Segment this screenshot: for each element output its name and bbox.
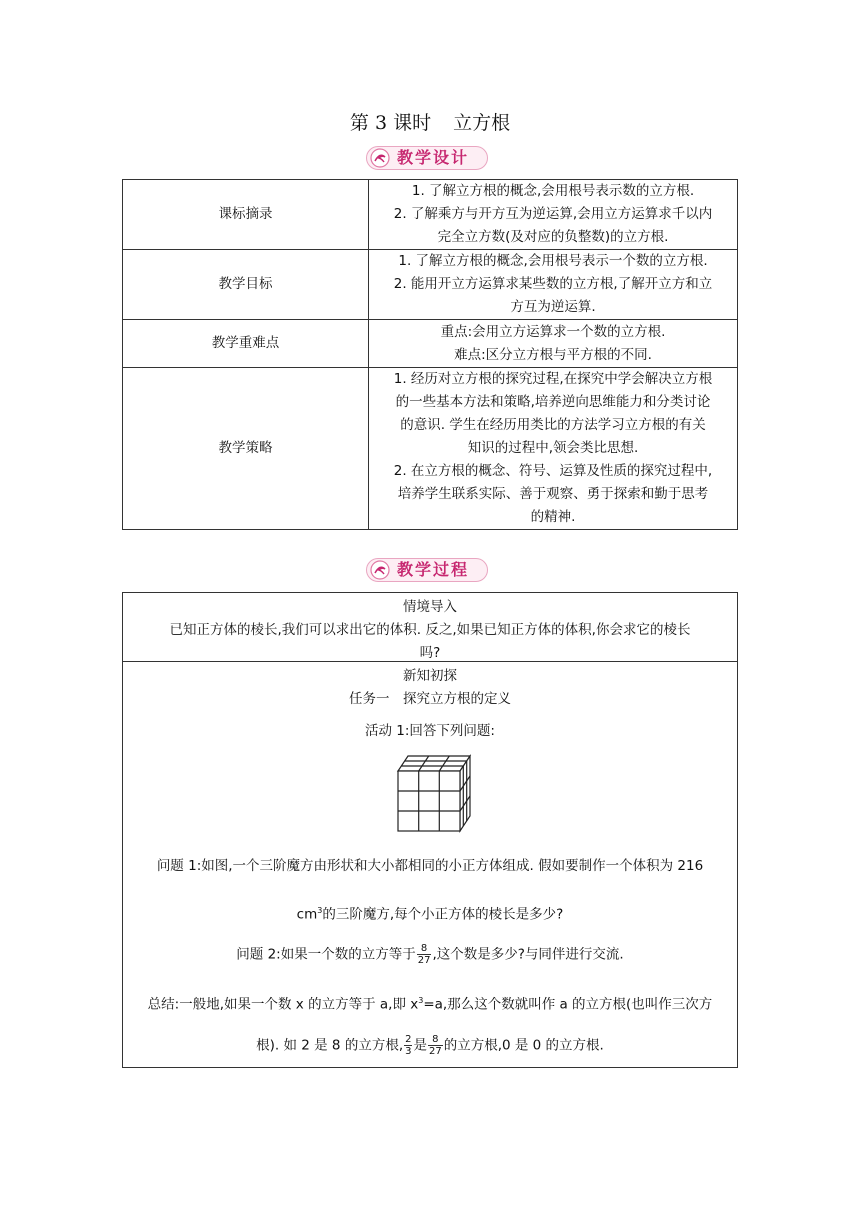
row-label: 教学目标 [123,250,369,320]
fraction-denominator: 3 [405,1046,412,1057]
explore-section [122,661,738,1068]
row-content [369,320,738,368]
table-row [123,320,738,368]
summary-line2 [123,1034,737,1058]
content-line: 培养学生联系实际、善于观察、勇于探索和勤于思考 [397,486,709,502]
question-text: 问题 2:如果一个数的立方等于 [236,946,416,963]
intro-heading: 情境导入 [403,599,457,615]
lesson-topic: 立方根 [453,112,511,134]
row-content [369,180,738,250]
question-text: ,这个数是多少?与同伴进行交流. [432,946,624,963]
fraction [417,943,432,966]
content-line: 1. 了解立方根的概念,会用根号表示数的立方根. [411,183,695,199]
table-row [123,368,738,530]
fraction-denominator: 27 [428,1046,442,1057]
summary-text: 是 [413,1037,427,1054]
fraction [404,1034,412,1057]
swirl-icon [370,148,390,168]
question-text: 的三阶魔方,每个小正方体的棱长是多少? [322,906,564,923]
swirl-icon [370,560,390,580]
badge-label: 教学过程 [397,560,470,579]
design-table [122,179,738,530]
question-1-line: 问题 1:如图,一个三阶魔方由形状和大小都相同的小正方体组成. 假如要制作一个体积为 216 [156,858,704,874]
content-line: 2. 在立方根的概念、符号、运算及性质的探究过程中, [393,463,713,479]
summary-text: 根). 如 2 是 8 的立方根, [256,1037,404,1054]
page-title [0,108,860,135]
fraction-numerator: 2 [405,1034,412,1045]
intro-text-line: 已知正方体的棱长,我们可以求出它的体积. 反之,如果已知正方体的体积,你会求它的棱长 [169,622,691,638]
unit-exponent: 3 [317,906,323,915]
badge-label: 教学设计 [397,148,470,167]
content-line: 难点:区分立方根与平方根的不同. [454,346,652,363]
content-line: 2. 能用开立方运算求某些数的立方根,了解开立方和立 [393,276,713,292]
content-line: 完全立方数(及对应的负整数)的立方根. [437,229,669,245]
activity-heading: 活动 1:回答下列问题: [365,723,495,739]
fraction-denominator: 27 [417,955,431,966]
content-line: 1. 经历对立方根的探究过程,在探究中学会解决立方根 [393,371,713,387]
explore-heading: 新知初探 [403,668,457,684]
content-line: 的意识. 学生在经历用类比的方法学习立方根的有关 [400,417,706,433]
section-badge-design [366,146,488,170]
table-row [123,180,738,250]
row-label: 课标摘录 [123,180,369,250]
content-line: 2. 了解乘方与开方互为逆运算,会用立方运算求千以内 [393,206,713,222]
content-line: 的精神. [530,509,576,525]
row-content [369,368,738,530]
fraction-numerator: 8 [417,943,432,955]
exponent: 3 [418,996,424,1005]
unit-text: cm [296,906,318,923]
summary-text: =a,那么这个数就叫作 a 的立方根(也叫作三次方 [423,996,713,1013]
row-label: 教学策略 [123,368,369,530]
table-row [123,250,738,320]
content-line: 知识的过程中,领会类比思想. [467,440,639,456]
summary-text: 的立方根,0 是 0 的立方根. [443,1037,604,1054]
intro-text-line: 吗? [419,645,441,661]
section-badge-process [366,558,488,582]
content-line: 的一些基本方法和策略,培养逆向思维能力和分类讨论 [395,394,711,410]
rubiks-cube-figure [388,751,472,835]
fraction [428,1034,443,1057]
row-label: 教学重难点 [123,320,369,368]
summary-text: 总结:一般地,如果一个数 x 的立方等于 a,即 x [147,996,419,1013]
lesson-number: 第 3 课时 [349,112,432,134]
row-content [369,250,738,320]
question-2-line [123,943,737,967]
task-heading: 任务一 探究立方根的定义 [349,691,511,707]
content-line: 方互为逆运算. [510,299,596,315]
fraction-numerator: 8 [428,1034,443,1046]
question-1-line2 [123,899,737,927]
content-line: 1. 了解立方根的概念,会用根号表示一个数的立方根. [398,253,708,269]
content-line: 重点:会用立方运算求一个数的立方根. [440,323,666,340]
intro-section [122,592,738,662]
summary-line [123,989,737,1017]
